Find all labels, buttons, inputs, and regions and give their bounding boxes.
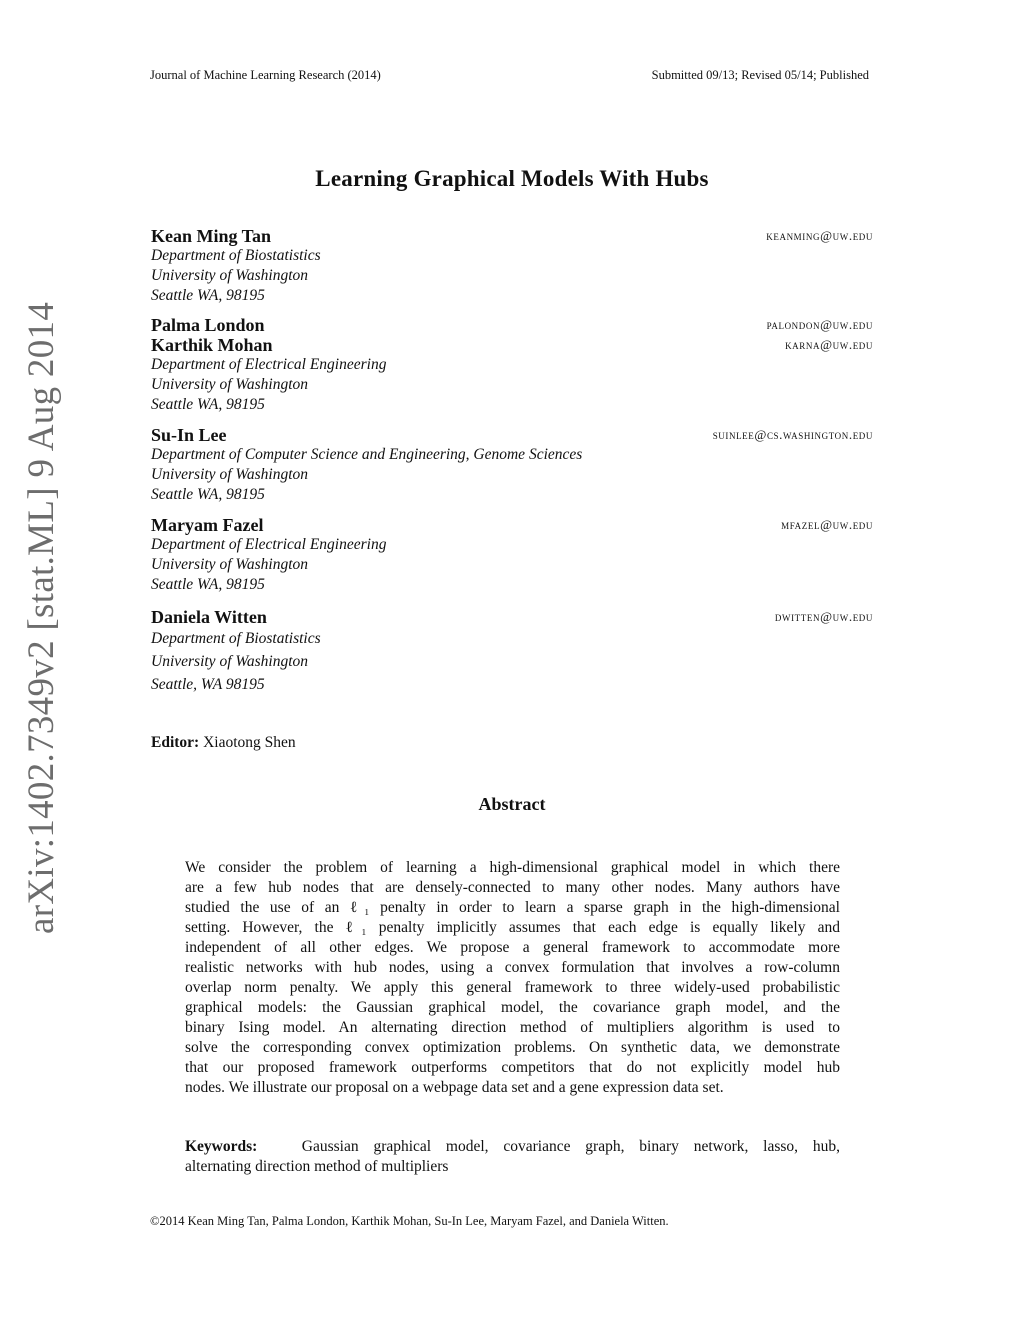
- author-city: Seattle, WA 98195: [151, 676, 265, 693]
- author-university: University of Washington: [151, 556, 309, 573]
- author-name: Maryam Fazel: [151, 515, 264, 535]
- author-university: University of Washington: [151, 466, 309, 483]
- author-department: Department of Electrical Engineering: [151, 536, 387, 553]
- author-block-4: [151, 425, 873, 505]
- author-city: Seattle WA, 98195: [151, 576, 265, 593]
- author-block-6: [151, 607, 873, 696]
- author-email: palondon@uw.edu: [766, 317, 873, 332]
- abstract-line: graphical models: the Gaussian graphical model, the covariance graph model, and the: [185, 999, 840, 1016]
- keywords-list: Gaussian graphical model, covariance graph, binary network, lasso, hub,: [301, 1138, 841, 1155]
- author-name: Palma London: [151, 315, 265, 335]
- author-block-5: [151, 515, 873, 595]
- author-university: University of Washington: [151, 653, 309, 670]
- author-email: karna@uw.edu: [785, 337, 873, 352]
- abstract-line: independent of all other edges. We propose a general framework to accommodate more: [185, 939, 840, 956]
- author-email: mfazel@uw.edu: [781, 517, 873, 532]
- author-city: Seattle WA, 98195: [151, 396, 265, 413]
- author-name: Karthik Mohan: [151, 335, 273, 355]
- editor-label: Editor:: [151, 734, 200, 751]
- author-name: Su-In Lee: [151, 425, 227, 445]
- abstract-body: [185, 858, 840, 1098]
- submission-dates: Submitted 09/13; Revised 05/14; Published: [651, 68, 869, 82]
- author-city: Seattle WA, 98195: [151, 486, 265, 503]
- author-email: keanming@uw.edu: [766, 228, 873, 243]
- abstract-line: setting. However, the ℓ₁ penalty implicitly assumes that each edge is equally likely and: [185, 919, 840, 936]
- author-name: Daniela Witten: [151, 607, 267, 627]
- keywords-line-2: alternating direction method of multipliers: [185, 1158, 449, 1175]
- abstract-heading: Abstract: [478, 794, 546, 814]
- abstract-line: are a few hub nodes that are densely-connected to many other nodes. Many authors have: [185, 879, 840, 896]
- journal-header: Journal of Machine Learning Research (2014): [150, 68, 381, 82]
- author-email: dwitten@uw.edu: [774, 609, 873, 624]
- abstract-line: studied the use of an ℓ₁ penalty in order to learn a sparse graph in the high-dimensional: [185, 899, 840, 916]
- author-block-1: [151, 226, 873, 306]
- author-university: University of Washington: [151, 376, 309, 393]
- paper-title: Learning Graphical Models With Hubs: [315, 166, 709, 191]
- keywords-line-1: [185, 1137, 840, 1157]
- editor-line: [151, 734, 296, 752]
- author-department: Department of Electrical Engineering: [151, 356, 387, 373]
- abstract-line: solve the corresponding convex optimization problems. On synthetic data, we demonstrate: [185, 1039, 840, 1056]
- author-block-2: [151, 315, 873, 415]
- author-name: Kean Ming Tan: [151, 226, 272, 246]
- author-city: Seattle WA, 98195: [151, 287, 265, 304]
- author-email: suinlee@cs.washington.edu: [712, 427, 873, 442]
- abstract-line: that our proposed framework outperforms competitors that do not explicitly model hub: [185, 1059, 840, 1076]
- arxiv-identifier-stamp: arXiv:1402.7349v2 [stat.ML] 9 Aug 2014: [21, 301, 62, 934]
- copyright-notice: ©2014 Kean Ming Tan, Palma London, Karthik Mohan, Su-In Lee, Maryam Fazel, and Daniela Witten.: [150, 1214, 669, 1228]
- abstract-line: binary Ising model. An alternating direction method of multipliers algorithm is used to: [185, 1019, 840, 1036]
- abstract-line: overlap norm penalty. We apply this general framework to three widely-used probabilistic: [185, 979, 840, 996]
- editor-name: Xiaotong Shen: [203, 734, 296, 751]
- author-department: Department of Biostatistics: [151, 630, 321, 647]
- keywords-label: Keywords:: [185, 1138, 258, 1155]
- abstract-line: We consider the problem of learning a high-dimensional graphical model in which there: [185, 859, 840, 876]
- author-department: Department of Biostatistics: [151, 247, 321, 264]
- abstract-line: nodes. We illustrate our proposal on a webpage data set and a gene expression data set.: [185, 1079, 724, 1096]
- abstract-line: realistic networks with hub nodes, using a convex formulation that involves a row-column: [185, 959, 840, 976]
- keywords: [185, 1137, 840, 1177]
- author-university: University of Washington: [151, 267, 309, 284]
- author-department: Department of Computer Science and Engineering, Genome Sciences: [151, 446, 583, 463]
